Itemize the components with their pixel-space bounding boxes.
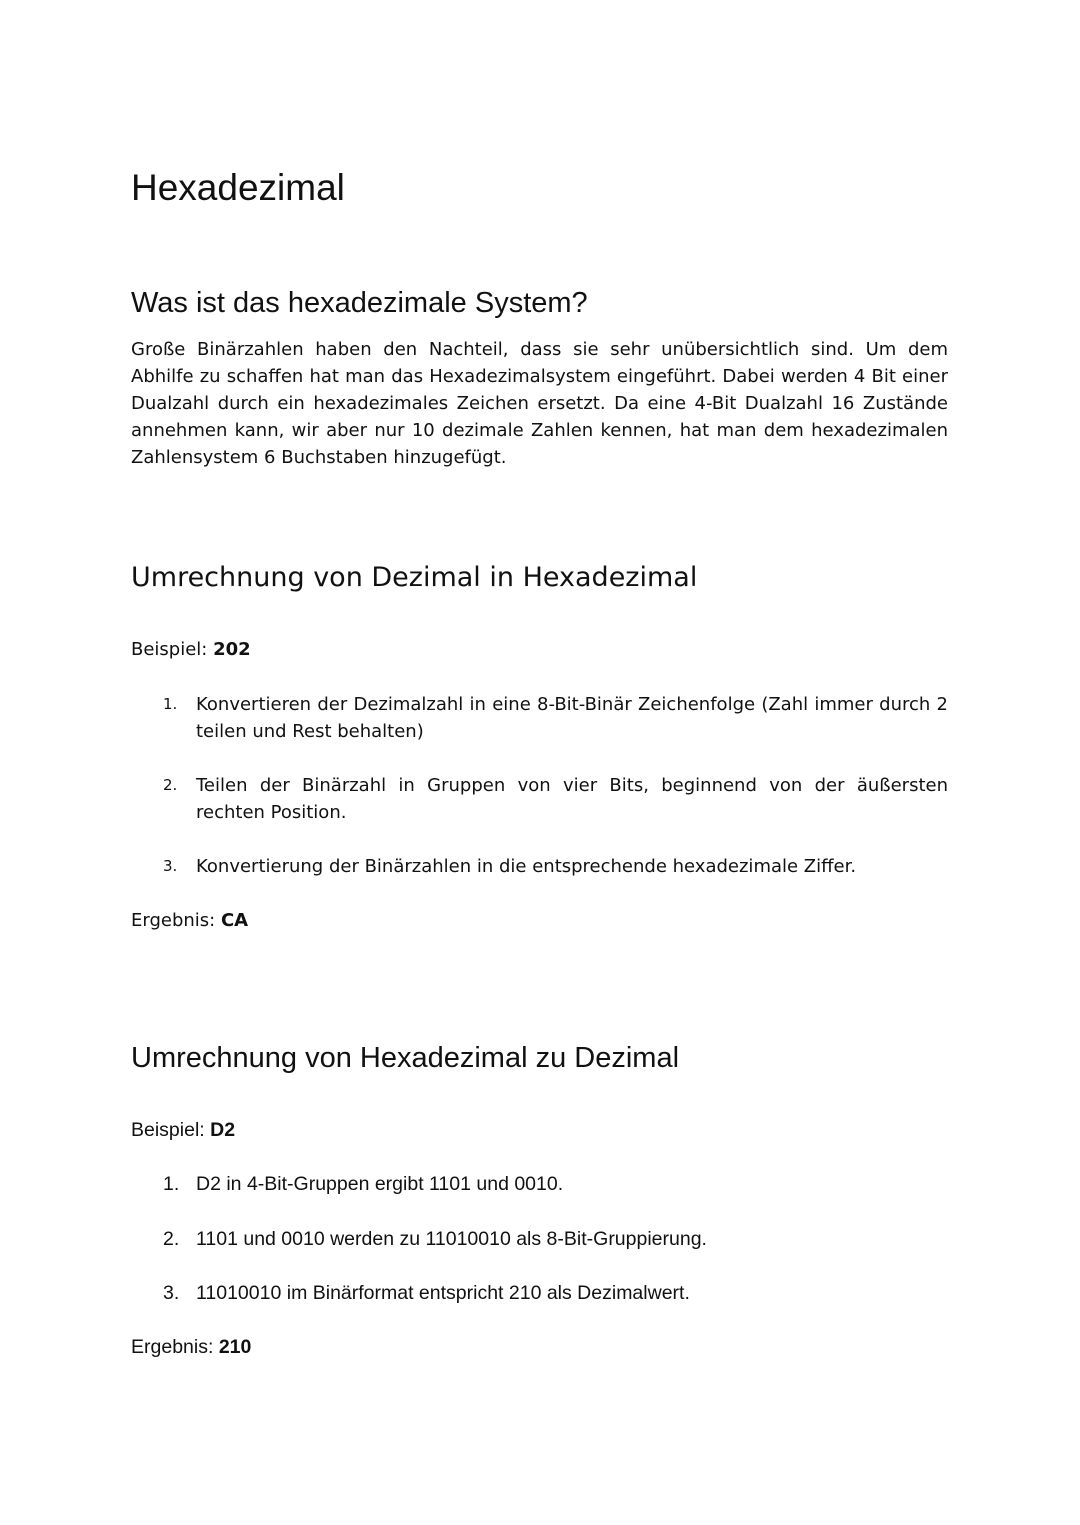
list-item-text: 11010010 im Binärformat entspricht 210 als Dezimalwert. xyxy=(196,1282,690,1304)
list-item xyxy=(163,691,948,745)
result-value: CA xyxy=(220,910,249,931)
list-item xyxy=(163,1226,948,1253)
list-item-text: Konvertieren der Dezimalzahl in eine 8-Bit-Binär Zeichenfolge (Zahl immer durch 2 teilen und Rest behalten) xyxy=(196,694,948,742)
result-line-decimal xyxy=(131,907,248,934)
result-label: Ergebnis: xyxy=(131,910,216,931)
example-label: Beispiel: xyxy=(131,639,208,660)
list-item xyxy=(163,1171,948,1198)
list-item-number: 3. xyxy=(163,1282,180,1304)
example-line-decimal xyxy=(131,636,251,663)
result-label: Ergebnis: xyxy=(131,1336,214,1358)
result-line-hex xyxy=(131,1334,251,1361)
list-item xyxy=(163,772,948,826)
example-label: Beispiel: xyxy=(131,1119,205,1141)
list-item-text: Konvertierung der Binärzahlen in die entsprechende hexadezimale Ziffer. xyxy=(196,856,857,877)
section-heading-hex-to-decimal: Umrechnung von Hexadezimal zu Dezimal xyxy=(131,1042,680,1074)
list-item-text: D2 in 4-Bit-Gruppen ergibt 1101 und 0010. xyxy=(196,1173,564,1195)
intro-paragraph: Große Binärzahlen haben den Nachteil, dass sie sehr unübersichtlich sind. Um dem Abhilfe zu schaffen hat man das Hexadezimalsystem eingeführt. Dabei werden 4 Bit einer Dualzahl durch ein hexadezimales Zeichen ersetzt. Da eine 4-Bit Dualzahl 16 Zustände annehmen kann, wir aber nur 10 dezimale Zahlen kennen, hat man dem hexadezimalen Zahlensystem 6 Buchstaben hinzugefügt. xyxy=(131,339,948,468)
result-value: 210 xyxy=(218,1336,252,1358)
section-heading-what-is-hex: Was ist das hexadezimale System? xyxy=(131,287,588,319)
list-item-text: 1101 und 0010 werden zu 11010010 als 8-Bit-Gruppierung. xyxy=(196,1228,707,1250)
document-title: Hexadezimal xyxy=(131,167,345,208)
list-item xyxy=(163,1280,948,1307)
list-item xyxy=(163,853,948,880)
example-value: D2 xyxy=(210,1119,236,1141)
section-heading-decimal-to-hex: Umrechnung von Dezimal in Hexadezimal xyxy=(131,562,698,593)
list-item-number: 3. xyxy=(163,857,178,875)
example-value: 202 xyxy=(213,639,251,660)
list-item-number: 2. xyxy=(163,776,178,794)
list-item-number: 2. xyxy=(163,1228,180,1250)
list-item-text: Teilen der Binärzahl in Gruppen von vier Bits, beginnend von der äußersten rechten Position. xyxy=(196,775,948,823)
list-item-number: 1. xyxy=(163,695,178,713)
example-line-hex xyxy=(131,1117,235,1144)
list-item-number: 1. xyxy=(163,1173,180,1195)
